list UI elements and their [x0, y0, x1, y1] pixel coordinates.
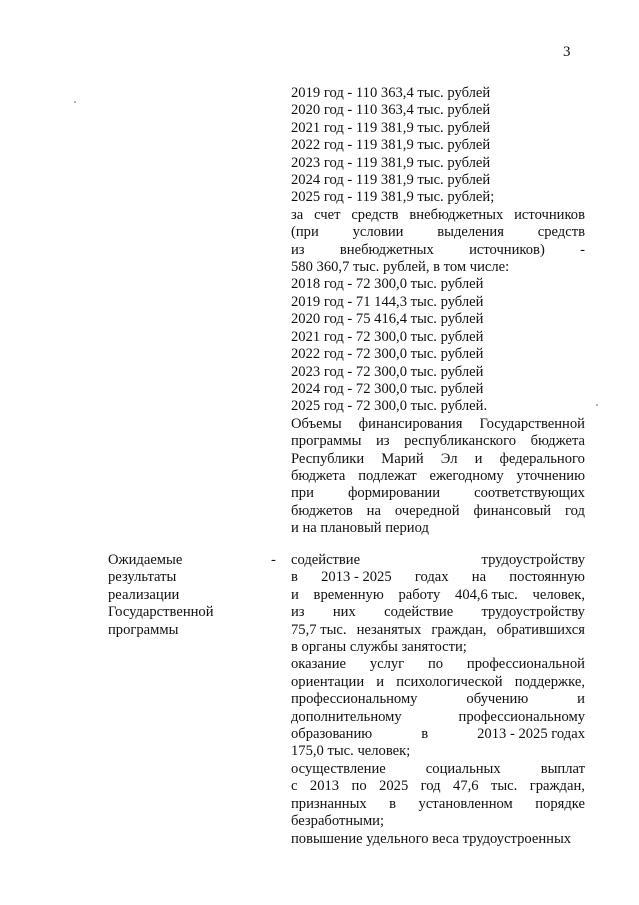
word: выплат	[540, 760, 585, 777]
word: бюджета	[530, 433, 585, 450]
word: поддержке,	[514, 673, 585, 690]
word: человек,	[532, 586, 585, 603]
word: граждан,	[529, 778, 585, 795]
word: в	[291, 569, 298, 586]
year-line: 2025 год - 119 381,9 тыс. рублей;	[291, 189, 495, 206]
word: содействие	[384, 604, 454, 621]
justified-line	[291, 569, 585, 586]
word: федерального	[499, 450, 585, 467]
word: профессиональной	[466, 656, 585, 673]
word: на	[471, 569, 487, 586]
word: средств	[537, 224, 585, 241]
word: трудоустройству	[481, 552, 585, 568]
results-paragraph-employment	[291, 552, 585, 656]
word: социальных	[425, 760, 501, 777]
year-line: 2019 год - 71 144,3 тыс. рублей	[291, 293, 484, 310]
word: внебюджетных	[339, 241, 434, 258]
label-line: реализации	[108, 586, 180, 603]
year-line: 2019 год - 110 363,4 тыс. рублей	[291, 85, 491, 101]
justified-line	[291, 485, 585, 502]
word: на	[366, 502, 381, 519]
year-line: 2022 год - 72 300,0 тыс. рублей	[291, 346, 484, 363]
word: профессиональному	[458, 708, 585, 725]
year-line: 2021 год - 119 381,9 тыс. рублей	[291, 119, 491, 136]
justified-line	[291, 587, 585, 604]
year-line: 2021 год - 72 300,0 тыс. рублей	[291, 328, 484, 345]
word: -	[580, 241, 585, 258]
word: с	[291, 778, 298, 795]
paragraph-last-line: безработными;	[291, 813, 385, 830]
word: источников	[514, 206, 585, 223]
year-line: 2023 год - 72 300,0 тыс. рублей	[291, 363, 484, 380]
word: работу	[398, 586, 441, 603]
expected-results-text	[291, 552, 585, 848]
results-paragraph-services	[291, 656, 585, 760]
year-line: 2018 год - 72 300,0 тыс. рублей	[291, 276, 484, 293]
word: 75,7 тыс.	[291, 621, 347, 638]
results-paragraph-share	[291, 831, 585, 848]
word: условии	[352, 224, 404, 241]
paragraph-last-line: и на плановый период	[291, 520, 429, 537]
word: и	[577, 691, 585, 708]
label-line: Ожидаемые	[108, 552, 183, 568]
justified-line	[291, 709, 585, 726]
justified-line	[291, 242, 585, 259]
word: осуществление	[291, 760, 386, 777]
year-line: 2020 год - 110 363,4 тыс. рублей	[291, 102, 491, 119]
word: Эл	[440, 450, 458, 467]
volume-note	[291, 416, 585, 538]
justified-line	[291, 552, 585, 569]
word: в	[421, 726, 429, 743]
results-paragraph-payments	[291, 761, 585, 831]
word: формировании	[347, 485, 441, 502]
total-line: 580 360,7 тыс. рублей, в том числе:	[291, 259, 510, 276]
justified-line	[291, 796, 585, 813]
justified-line	[291, 451, 585, 468]
justified-line	[291, 778, 585, 795]
word: бюджета	[291, 467, 346, 484]
scan-speck	[74, 101, 76, 103]
word: Марий	[381, 450, 424, 467]
justified-line	[291, 604, 585, 621]
word: Объемы	[291, 415, 342, 432]
word: программы	[291, 433, 362, 450]
year-line: 2023 год - 119 381,9 тыс. рублей	[291, 154, 491, 171]
word: (при	[291, 224, 319, 241]
word: психологической	[396, 673, 503, 690]
year-line: 2022 год - 119 381,9 тыс. рублей	[291, 137, 491, 154]
justified-line	[291, 468, 585, 485]
word: 404,6 тыс.	[455, 586, 518, 603]
word: образованию	[291, 726, 373, 743]
justified-line	[291, 433, 585, 450]
word: 2013	[309, 778, 340, 795]
extra-budget-sources	[291, 207, 585, 277]
word: уточнению	[516, 467, 585, 484]
word: порядке	[535, 795, 585, 812]
year-line: 2024 год - 72 300,0 тыс. рублей	[291, 380, 484, 397]
word: профессиональному	[291, 691, 418, 708]
word: финансовый	[473, 502, 552, 519]
word: содействие	[291, 552, 361, 568]
word: трудоустройству	[481, 604, 585, 621]
justified-line	[291, 224, 585, 241]
word: признанных	[291, 795, 367, 812]
word: средств	[351, 206, 399, 223]
word: подлежат	[358, 467, 417, 484]
justified-line	[291, 656, 585, 673]
label-line: результаты	[108, 569, 177, 586]
word: обратившихся	[496, 621, 585, 638]
justified-line	[291, 726, 585, 743]
word: 47,6	[453, 778, 479, 795]
word: очередной	[394, 502, 460, 519]
scan-speck	[596, 404, 598, 406]
word: и	[376, 673, 385, 690]
paragraph-last-line: повышение удельного веса трудоустроенных	[291, 830, 572, 847]
word: 2013 - 2025 годах	[477, 726, 585, 743]
word: годах	[414, 569, 449, 586]
word: Государственной	[479, 415, 585, 432]
year-list-extra-budget	[291, 276, 585, 415]
paragraph-last-line: в органы службы занятости;	[291, 639, 467, 656]
word: из	[376, 433, 390, 450]
word: Республики	[291, 450, 365, 467]
word: них	[332, 604, 356, 621]
page-number: 3	[563, 44, 571, 60]
justified-line	[291, 674, 585, 691]
word: 2025	[379, 778, 409, 795]
word: постоянную	[509, 569, 585, 586]
word: граждан,	[431, 621, 487, 638]
paragraph-last-line: 175,0 тыс. человек;	[291, 743, 411, 760]
justified-line	[291, 622, 585, 639]
justified-line	[291, 416, 585, 433]
word: по	[427, 656, 444, 673]
word: услуг	[369, 656, 405, 673]
word: незанятых	[356, 621, 422, 638]
word: при	[291, 485, 314, 502]
financing-details	[291, 85, 585, 538]
justified-line	[291, 207, 585, 224]
word: финансирования	[358, 415, 463, 432]
word: республиканского	[404, 433, 517, 450]
justified-line	[291, 503, 585, 520]
word: соответствующих	[474, 485, 585, 502]
label-line: программы	[108, 621, 179, 638]
word: по	[351, 778, 367, 795]
word: тыс.	[490, 778, 518, 795]
expected-results-label	[108, 552, 258, 639]
word: временную	[313, 586, 384, 603]
word: бюджетов	[291, 502, 353, 519]
justified-line	[291, 761, 585, 778]
word: из	[291, 604, 305, 621]
word: внебюджетных	[409, 206, 504, 223]
year-line: 2025 год - 72 300,0 тыс. рублей.	[291, 398, 488, 415]
year-list-budget	[291, 85, 585, 207]
year-line: 2024 год - 119 381,9 тыс. рублей	[291, 172, 491, 189]
word: из	[291, 241, 305, 258]
word: и	[474, 450, 483, 467]
separator-dash: -	[271, 552, 276, 568]
word: обучению	[466, 691, 529, 708]
justified-line	[291, 691, 585, 708]
word: выделения	[437, 224, 504, 241]
word: 2013 - 2025	[321, 569, 392, 586]
word: оказание	[291, 656, 346, 673]
word: ежегодному	[429, 467, 504, 484]
word: счет	[314, 206, 341, 223]
word: источников)	[469, 241, 545, 258]
word: дополнительному	[291, 708, 402, 725]
word: и	[291, 586, 299, 603]
word: установленном	[418, 795, 513, 812]
word: ориентации	[291, 673, 365, 690]
year-line: 2020 год - 75 416,4 тыс. рублей	[291, 311, 484, 328]
label-line: Государственной	[108, 604, 214, 621]
word: в	[389, 795, 397, 812]
word: год	[565, 502, 585, 519]
word: за	[291, 206, 304, 223]
word: год	[420, 778, 441, 795]
